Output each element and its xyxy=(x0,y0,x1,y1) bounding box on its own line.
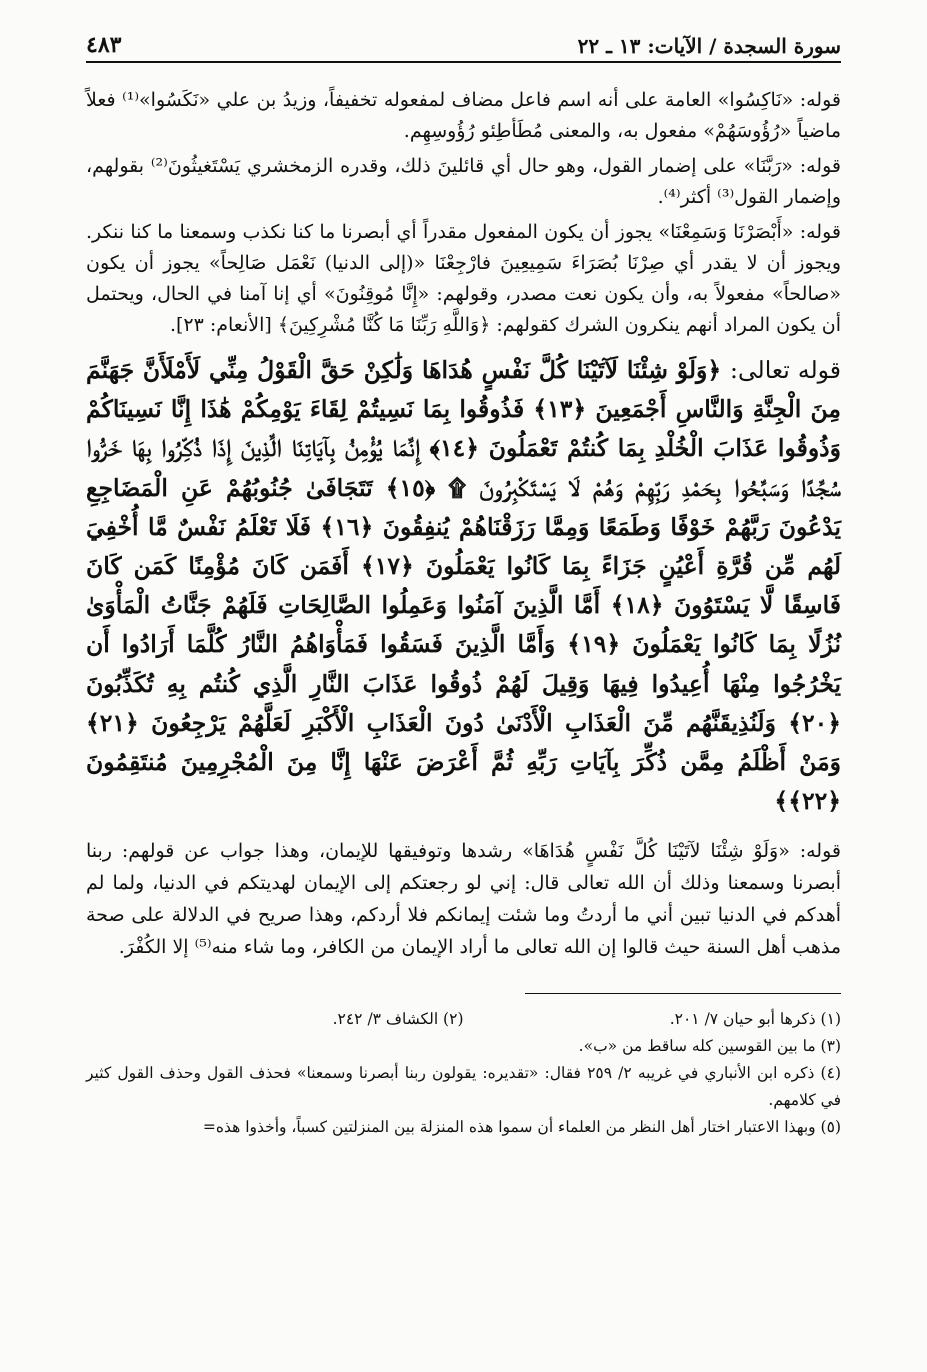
paragraph-absarna: قوله: «أَبْصَرْنَا وَسَمِعْنَا» يجوز أن يكون المفعول مقدراً أي أبصرنا ما كنا نكذب وسمعنا ما كنا ننكر. ويجوز أن لا يقدر أي صِرْنَا بُصَرَاءَ سَمِيعِينَ فارْجِعْنَا «(إلى الدنيا) نَعْمَل صَالِحاً» يجوز أن يكون «صالحاً» مفعولاً به، وأن يكون نعت مصدر، وقولهم: «إِنَّا مُوقِنُونَ» أي إنا آمنا في الحال، ويحتمل أن يكون المراد أنهم ينكرون الشرك كقولهم: ﴿وَاللَّهِ رَبِّنَا مَا كُنَّا مُشْرِكِينَ﴾ [الأنعام: ٢٣]. xyxy=(86,221,841,336)
quran-lead: قوله تعالى: xyxy=(730,356,842,384)
footnote-divider xyxy=(525,993,841,994)
paragraph-rabbana: قوله: «رَبَّنَا» على إضمار القول، وهو حال أي قائلينَ ذلك، وقدره الزمخشري يَسْتَغيثُونَ⁽²⁾ بقولهم، وإضمار القول⁽³⁾ أكثر⁽⁴⁾. xyxy=(86,155,841,208)
footnote-4: (٤) ذكره ابن الأنباري في غريبه ٢/ ٢٥٩ فقال: «تقديره: يقولون ربنا أبصرنا وسمعنا» فحذف القول وحذف القول كثير في كلامهم. xyxy=(86,1064,841,1110)
quran-verses-block xyxy=(86,351,841,821)
quran-text: ﴿وَلَوْ شِئْنَا لَآتَيْنَا كُلَّ نَفْسٍ هُدَاهَا وَلَٰكِنْ حَقَّ الْقَوْلُ مِنِّي لَأَمْلَأَنَّ جَهَنَّمَ مِنَ الْجِنَّةِ وَالنَّاسِ أَجْمَعِينَ ﴿١٣﴾ فَذُوقُوا بِمَا نَسِيتُمْ لِقَاءَ يَوْمِكُمْ هَٰذَا إِنَّا نَسِينَاكُمْ وَذُوقُوا عَذَابَ الْخُلْدِ بِمَا كُنتُمْ تَعْمَلُونَ ﴿١٤﴾ إِنَّمَا يُؤْمِنُ بِآيَاتِنَا الَّذِينَ إِذَا ذُكِّرُوا بِهَا خَرُّوا سُجَّدًا وَسَبَّحُوا بِحَمْدِ رَبِّهِمْ وَهُمْ لَا يَسْتَكْبِرُونَ ۩ ﴿١٥﴾ تَتَجَافَىٰ جُنُوبُهُمْ عَنِ الْمَضَاجِعِ يَدْعُونَ رَبَّهُمْ خَوْفًا وَطَمَعًا وَمِمَّا رَزَقْنَاهُمْ يُنفِقُونَ ﴿١٦﴾ فَلَا تَعْلَمُ نَفْسٌ مَّا أُخْفِيَ لَهُم مِّن قُرَّةِ أَعْيُنٍ جَزَاءً بِمَا كَانُوا يَعْمَلُونَ ﴿١٧﴾ أَفَمَن كَانَ مُؤْمِنًا كَمَن كَانَ فَاسِقًا لَّا يَسْتَوُونَ ﴿١٨﴾ أَمَّا الَّذِينَ آمَنُوا وَعَمِلُوا الصَّالِحَاتِ فَلَهُمْ جَنَّاتُ الْمَأْوَىٰ نُزُلًا بِمَا كَانُوا يَعْمَلُونَ ﴿١٩﴾ وَأَمَّا الَّذِينَ فَسَقُوا فَمَأْوَاهُمُ النَّارُ كُلَّمَا أَرَادُوا أَن يَخْرُجُوا مِنْهَا أُعِيدُوا فِيهَا وَقِيلَ لَهُمْ ذُوقُوا عَذَابَ النَّارِ الَّذِي كُنتُم بِهِ تُكَذِّبُونَ ﴿٢٠﴾ وَلَنُذِيقَنَّهُم مِّنَ الْعَذَابِ الْأَدْنَىٰ دُونَ الْعَذَابِ الْأَكْبَرِ لَعَلَّهُمْ يَرْجِعُونَ ﴿٢١﴾ وَمَنْ أَظْلَمُ مِمَّن ذُكِّرَ بِآيَاتِ رَبِّهِ ثُمَّ أَعْرَضَ عَنْهَا إِنَّا مِنَ الْمُجْرِمِينَ مُنتَقِمُونَ ﴿٢٢﴾﴾ xyxy=(86,356,842,816)
footnote-1: (١) ذكرها أبو حيان ٧/ ٢٠١. xyxy=(669,1010,841,1029)
footnote-row xyxy=(86,1006,841,1033)
footnote-5: (٥) وبهذا الاعتبار اختار أهل النظر من العلماء أن سموا هذه المنزلة بين المنزلتين كسباً، وأخذوا هذه= xyxy=(202,1118,841,1137)
footnote-2: (٢) الكشاف ٣/ ٢٤٢. xyxy=(332,1010,464,1029)
commentary-paragraph: قوله: «وَلَوْ شِئْنَا لآتَيْنَا كُلَّ نَفْسٍ هُدَاهَا» رشدها وتوفيقها للإيمان، وهذا جواب عن قولهم: ربنا أبصرنا وسمعنا وذلك أن الله تعالى قال: إني لو رجعتكم إلى الإيمان لهديتكم في الدنيا، ولما لم أهدكم في الدنيا تبين أني ما أردتُ وما شئت إيمانكم فلا أردكم، وهذا صريح في الدلالة على صحة مذهب أهل السنة حيث قالوا إن الله تعالى ما أراد الإيمان من الكافر، وما شاء منه⁽⁵⁾ إلا الكُفْرَ. xyxy=(86,840,841,959)
footnotes xyxy=(86,1006,841,1141)
page-title: سورة السجدة / الآيات: ١٣ ـ ٢٢ xyxy=(577,34,841,58)
footnote-3: (٣) ما بين القوسين كله ساقط من «ب». xyxy=(578,1037,841,1056)
paragraph-naksu: قوله: «نَاكِسُوا» العامة على أنه اسم فاعل مضاف لمفعوله تخفيفاً، وزيدُ بن علي «نَكَسُوا»⁽¹⁾ فعلاً ماضياً «رُؤُوسَهُمْ» مفعول به، والمعنى مُطَأطِئو رُؤُوسِهِم. xyxy=(86,89,841,142)
page-number: ٤٨٣ xyxy=(86,32,122,58)
page-header xyxy=(86,30,841,63)
